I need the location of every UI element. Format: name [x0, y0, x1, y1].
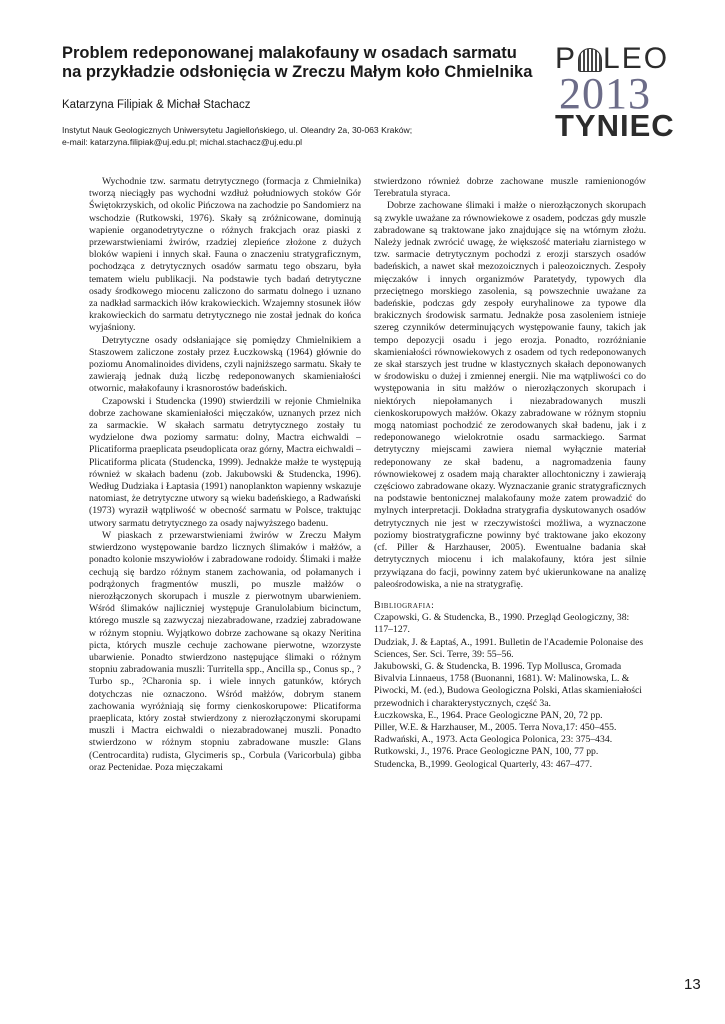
article-title — [62, 44, 532, 82]
title-line-2: na przykładzie odsłonięcia w Zreczu Małym koło Chmielnika — [62, 63, 533, 81]
bibliography-entry: Radwański, A., 1973. Acta Geologica Polonica, 23: 375–434. — [374, 734, 613, 746]
bibliography-entry: Jakubowski, G. & Studencka, B. 1996. Typ Mollusca, Gromada Bivalvia Linnaeus, 1758 (Buonanni, 1681). W: Malinowska, L. & Piwocki, M. (ed.), Budowa Geologiczna Polski, Atlas skamieniałości przewodnich i charakterystycznych, część 3a. — [374, 660, 642, 709]
paragraph: Czapowski i Studencka (1990) stwierdzili w rejonie Chmielnika dobrze zachowane skamieniałości mięczaków, uznanych przez nich za sarmackie. W skałach sarmatu detrytycznego zostały tu wydzielone dwa poziomy sarmatu: dolny, Mactra eichwaldi – Plicatiforma praeplicata pseudoplicata oraz górny, Mactra eichwaldi – Plicatiforma plicata (Studencka, 1999). Jednakże małże te występują również w skałach badenu (zob. Jakubowski & Studencka, 1996). Według Dudziaka i Łaptasia (1991) nanoplankton wapienny wskazuje natomiast, że detrytyczne utwory są wieku badeńskiego, a Radwański (1973) wyraził wątpliwość w obecność sarmatu w Polsce, traktując utwory sarmatu detrytycznego za osady najwyższego badenu. — [89, 395, 361, 529]
page-number: 13 — [684, 976, 701, 993]
left-column — [89, 176, 361, 774]
paleo-2013-logo — [555, 42, 695, 142]
bibliography-entry: Czapowski, G. & Studencka, B., 1990. Przegląd Geologiczny, 38: 117–127. — [374, 612, 630, 636]
title-line-1: Problem redeponowanej malakofauny w osadach sarmatu — [62, 44, 517, 62]
bibliography-entry: Łuczkowska, E., 1964. Prace Geologiczne PAN, 20, 72 pp. — [374, 709, 603, 721]
affiliation: Instytut Nauk Geologicznych Uniwersytetu Jagiellońskiego, ul. Oleandry 2a, 30-063 Kraków; — [62, 125, 413, 135]
paragraph: W piaskach z przewarstwieniami żwirów w Zreczu Małym stwierdzono występowanie bardzo licznych ślimaków i małżów, a ponadto kolonie mszywiołów i zabradowane rodoidy. Ślimaki i małże cechują się bardzo różnym stanem zachowania, od połamanych i podrążonych fragmentów muszli, po muszle małżów o nierozłączonych skorupach i muszle z pierwotnym ubarwieniem. Wśród ślimaków najliczniej występuje Granulolabium bicinctum, którego muszle są zazwyczaj niezabradowane, rzadziej zabradowane w różnym stopniu. Wyjątkowo dobrze zachowane są okazy Neritina picta, których muszle cechuje zachowane pierwotne, wzorzyste ubarwienie. Ponadto stwierdzono następujące ślimaki o różnym stopniu zabradowania muszli: Turritella spp., Ancilla sp., Conus sp., ?Turbo sp., ?Charonia sp. i wiele innych gatunków, których dotychczas nie oznaczono. Wśród małżów, dobrym stanem zachowania wyróżniają się formy cienkoskorupowe: Plicatiforma praeplicata, który został stwierdzony z nierozłączonymi skorupami muszli i Mactra eichwaldi o niezabradowanej muszli. Ponadto stwierdzono w różnym stopniu zabradowane muszle: Glans (Centrocardita) rudista, Glycimeris sp., Corbula (Varicorbula) gibba oraz Pectenidae. Poza mięczakami — [89, 529, 361, 773]
paragraph: stwierdzono również dobrze zachowane muszle ramienionogów Terebratula styraca. — [374, 176, 646, 200]
authors: Katarzyna Filipiak & Michał Stachacz — [62, 99, 251, 111]
bibliography-list — [374, 612, 646, 771]
paragraph: Wychodnie tzw. sarmatu detrytycznego (formacja z Chmielnika) tworzą nieciągły pas wychodni wzdłuż południowych stoków Gór Świętokrzyskich, od okolic Pińczowa na zachodzie po Sandomierz na wschodzie (Rutkowski, 1976). Skały są zróżnicowane, dominują wapienie organodetrytyczne o różnych frakcjach oraz piaski z przewarstwieniami żwirów, rzadziej zlepieńce złożone z dużych bloków wapieni i innych skał. Fauna o znaczeniu stratygraficznym, pochodząca z detrytycznych osadów sarmatu tego obszaru, była tematem wielu publikacji. Na podstawie tych badań detrytyczne osady środkowego miocenu zaliczono do sarmatu dolnego i uznano za nadkład sarmackich iłów krakowieckich. Wzajemny stosunek iłów krakowieckich do sarmatu detrytycznego nie został jednak do końca wyjaśniony. — [89, 176, 361, 334]
logo-tyniec: TYNIEC — [555, 108, 675, 143]
email: e-mail: katarzyna.filipiak@uj.edu.pl; michal.stachacz@uj.edu.pl — [62, 137, 303, 148]
right-column — [374, 176, 646, 771]
paragraph: Detrytyczne osady odsłaniające się pomiędzy Chmielnikiem a Staszowem zaliczone zostały przez Łuczkowską (1964) głównie do poziomu Anomalinoides dividens, czyli najniższego sarmatu. Skały te zawierają jednak dużą liczbę redeponowanych skamieniałości otwornic, małakofauny i krasnorostów badeńskich. — [89, 334, 361, 395]
logo-year: 2013 — [559, 69, 651, 118]
bibliography-entry: Studencka, B.,1999. Geological Quarterly, 43: 467–477. — [374, 758, 593, 770]
bibliography-entry: Piller, W.E. & Harzhauser, M., 2005. Terra Nova,17: 450–455. — [374, 721, 617, 733]
bibliography-entry: Rutkowski, J., 1976. Prace Geologiczne PAN, 100, 77 pp. — [374, 746, 599, 758]
paragraph: Dobrze zachowane ślimaki i małże o nierozłączonych skorupach są zwykle uważane za równowiekowe z osadem, podczas gdy muszle zabradowane są traktowane jako znajdujące się na wtórnym złożu. Należy jednak zwrócić uwagę, że większość materiału ziarnistego w tzw. sarmacie detrytycznym pochodzi z erozji starszych osadów badeńskich, a nawet skał mezozoicznych i paleozoicznych. Zespoły mięczaków i innych organizmów Paratetydy, typowych dla przeciętnego morskiego zasolenia, są powszechnie uważane za badeńskie, podczas gdy zespoły euryhalinowe za typowe dla brakicznych środowisk sarmatu. Jednakże posa zasoleniem istnieje szereg czynników determinujących występowanie fauny, takich jak tempo depozycji osadu i jego erozja. Ponadto, rozróżnianie skamieniałości równowiekowych z osadem od tych redeponowanych ze skał starszych jest trudne w klastycznych skałach deponowanych w środowisku o dużej i zmiennej energii. Nie ma wątpliwości co do występowania in situ małżów o nierozłączonych skorupach i niektórych niepołamanych i niezabradowanych muszli cienkoskorupowych małżów. Okazy zabradowane w różnym stopniu mogą natomiast pochodzić ze zerodowanych skał badenu, jak i z redeponowanego wielokrotnie osadu sarmackiego. Sarmat detrytyczny miejscami zawiera niemal wyłącznie materiał redeponowany ze skał badenu, a nagromadzenia fauny równowiekowej z osadem mają charakter allochtoniczny i zawierają częściowo zabradowane okazy. Wyznaczanie granic stratygraficznych na podstawie bentonicznej malakofauny może zatem prowadzić do mylnych interpretacji. Dokładna stratygrafia dyskutowanych osadów detrytycznych nie jest w rzeczywistości możliwa, a wyznaczone poziomy biostratygraficzne powinny być traktowane jako ekozony (cf. Piller & Harzhauser, 2005). Ewentualne badania skał detrytycznych miocenu i ich malakofauny, która jest silnie przywiązana do facji, powinny zatem być ukierunkowane na analizę paleośrodowiska, a nie na stratygrafię. — [374, 200, 646, 590]
bibliography-heading: Bibliografia: — [374, 599, 435, 611]
affiliation-block — [62, 124, 412, 149]
logo-paleo: P LEO — [555, 42, 670, 75]
bibliography-entry: Dudziak, J. & Łaptaś, A., 1991. Bulletin de l'Academie Polonaise des Sciences, Ser. Sci. Terre, 39: 55–56. — [374, 636, 644, 660]
